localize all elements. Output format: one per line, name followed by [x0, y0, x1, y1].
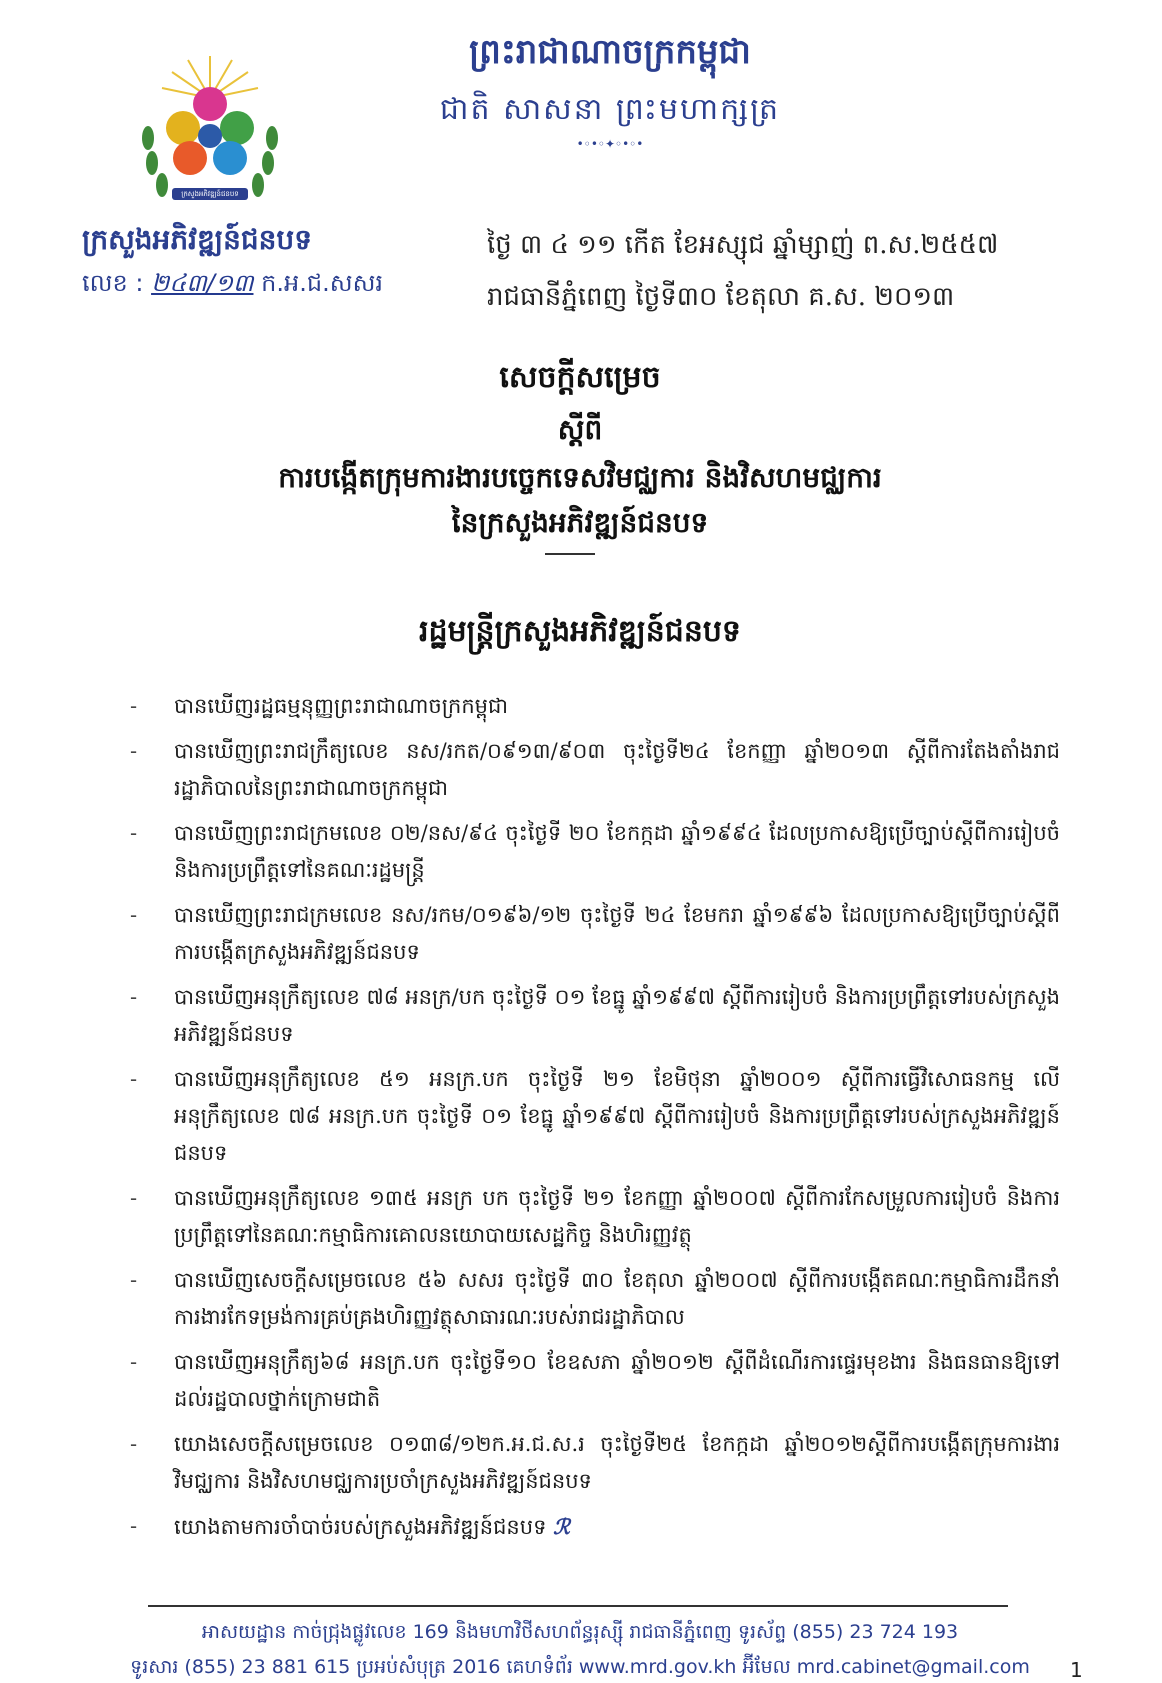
kingdom-heading: ព្រះរាជាណាចក្រកម្ពុជា: [469, 32, 751, 72]
initial-mark: ℛ: [553, 1514, 570, 1539]
ref-number: ២៤៣/១៣: [151, 269, 254, 297]
clause-dash: -: [130, 1268, 138, 1292]
emblem-band-text: ក្រសួងអភិវឌ្ឍន៍ជនបទ: [181, 190, 239, 198]
list-item: - បានឃើញរដ្ឋធម្មនុញ្ញព្រះរាជាណាចក្រកម្ពុជា: [130, 688, 1060, 725]
ministry-name: ក្រសួងអភិវឌ្ឍន៍ជនបទ: [82, 223, 312, 256]
decision-title: សេចក្តីសម្រេច: [499, 360, 661, 395]
list-item: - បានឃើញព្រះរាជក្រមលេខ នស/រកម/០១៩៦/១២ ចុះថ្ងៃទី ២៤ ខែមករា ឆ្នាំ១៩៩៦ ដែលប្រកាសឱ្យប្រើច្បាប់ស្តីពីការបង្កើតក្រសួងអភិវឌ្ឍន៍ជនបទ: [130, 897, 1060, 971]
list-item: - បានឃើញអនុក្រឹត្យលេខ ៥១ អនក្រ.បក ចុះថ្ងៃទី ២១ ខែមិថុនា ឆ្នាំ២០០១ ស្តីពីការធ្វើវិសោធនកម្ម លើអនុក្រឹត្យលេខ ៧៨ អនក្រ.បក ចុះថ្ងៃទី ០១ ខែធ្នូ ឆ្នាំ១៩៩៧ ស្តីពីការរៀបចំ និងការប្រព្រឹត្តទៅរបស់ក្រសួងអភិវឌ្ឍន៍ជនបទ: [130, 1061, 1060, 1172]
footer-contact: ទូរសារ (855) 23 881 615 ប្រអប់សំបុត្រ 2016 គេហទំព័រ www.mrd.gov.kh អ៊ីមែល mrd.cabinet@gmail.com: [130, 1656, 1030, 1678]
clause-dash: -: [130, 1432, 138, 1456]
list-item: - បានឃើញអនុក្រឹត្យលេខ ១៣៥ អនក្រ បក ចុះថ្ងៃទី ២១ ខែកញ្ញា ឆ្នាំ២០០៧ ស្តីពីការកែសម្រួលការរៀបចំ និងការប្រព្រឹត្តទៅនៃគណៈកម្មាធិការគោលនយោបាយសេដ្ឋកិច្ច និងហិរញ្ញវត្ថុ: [130, 1180, 1060, 1254]
footer-divider: [148, 1605, 1008, 1607]
list-item: - បានឃើញសេចក្តីសម្រេចលេខ ៥៦ សសរ ចុះថ្ងៃទី ៣០ ខែតុលា ឆ្នាំ២០០៧ ស្តីពីការបង្កើតគណៈកម្មាធិការដឹកនាំការងារកែទម្រង់ការគ្រប់គ្រងហិរញ្ញវត្ថុសាធារណៈរបស់រាជរដ្ឋាភិបាល: [130, 1262, 1060, 1336]
preamble-clauses: [130, 688, 1060, 1554]
clause-dash: -: [130, 739, 138, 763]
reference-number: [82, 268, 442, 303]
list-item: - បានឃើញអនុក្រឹត្យ៦៨ អនក្រ.បក ចុះថ្ងៃទី១០ ខែឧសភា ឆ្នាំ២០១២ ស្តីពីដំណើរការផ្ទេរមុខងារ និងធនធានឱ្យទៅដល់រដ្ឋបាលថ្នាក់ក្រោមជាតិ: [130, 1344, 1060, 1418]
footer-address: អាសយដ្ឋាន កាច់ជ្រុងផ្លូវលេខ 169 និងមហាវិថីសហព័ន្ធរុស្ស៊ី រាជធានីភ្នំពេញ ទូរស័ព្ទ (855) 23 724 193: [201, 1621, 959, 1643]
national-motto: ជាតិ សាសនា ព្រះមហាក្សត្រ: [439, 92, 781, 127]
ref-label: លេខ :: [82, 269, 144, 297]
clause-dash: -: [130, 1514, 138, 1538]
list-item: - យោងតាមការចាំបាច់របស់ក្រសួងអភិវឌ្ឍន៍ជនបទ ℛ: [130, 1508, 1060, 1546]
decision-subject: ការបង្កើតក្រុមការងារបច្ចេកទេសវិមជ្ឈការ និងវិសហមជ្ឈការ: [278, 461, 882, 494]
clause-dash: -: [130, 694, 138, 718]
list-item: - យោងសេចក្តីសម្រេចលេខ ០១៣៨/១២ក.អ.ជ.ស.រ ចុះថ្ងៃទី២៥ ខែកក្កដា ឆ្នាំ២០១២ស្តីពីការបង្កើតក្រុមការងារវិមជ្ឈការ និងវិសហមជ្ឈការប្រចាំក្រសួងអភិវឌ្ឍន៍ជនបទ: [130, 1426, 1060, 1500]
clause-dash: -: [130, 985, 138, 1009]
clause-dash: -: [130, 821, 138, 845]
minister-heading: រដ្ឋមន្ត្រីក្រសួងអភិវឌ្ឍន៍ជនបទ: [419, 614, 741, 649]
ministry-emblem-icon: [138, 48, 368, 228]
clause-dash: -: [130, 1186, 138, 1210]
list-item: - បានឃើញអនុក្រឹត្យលេខ ៧៨ អនក្រ/បក ចុះថ្ងៃទី ០១ ខែធ្នូ ឆ្នាំ១៩៩៧ ស្តីពីការរៀបចំ និងការប្រព្រឹត្តទៅរបស់ក្រសួងអភិវឌ្ឍន៍ជនបទ: [130, 979, 1060, 1053]
ornament-divider: •◦•◦✦◦•◦•: [576, 137, 644, 151]
solar-date: រាជធានីភ្នំពេញ ថ្ងៃទី៣០ ខែតុលា គ.ស. ២០១៣: [487, 282, 955, 312]
lunar-date: ថ្ងៃ ៣ ៤ ១១ កើត ខែអស្សុជ ឆ្នាំម្សាញ់ ព.ស.២៥៥៧: [487, 230, 999, 260]
decision-subject-label: ស្តីពី: [557, 413, 603, 446]
decision-subject-ministry: នៃក្រសួងអភិវឌ្ឍន៍ជនបទ: [451, 506, 709, 539]
clause-dash: -: [130, 903, 138, 927]
page-number: 1: [1070, 1658, 1083, 1682]
ref-suffix: ក.អ.ជ.សសរ: [261, 269, 384, 297]
list-item: - បានឃើញព្រះរាជក្រមលេខ ០២/នស/៩៤ ចុះថ្ងៃទី ២០ ខែកក្កដា ឆ្នាំ១៩៩៤ ដែលប្រកាសឱ្យប្រើច្បាប់ស្តីពីការរៀបចំ និងការប្រព្រឹត្តទៅនៃគណៈរដ្ឋមន្ត្រី: [130, 815, 1060, 889]
list-item: - បានឃើញព្រះរាជក្រឹត្យលេខ នស/រកត/០៩១៣/៩០៣ ចុះថ្ងៃទី២៤ ខែកញ្ញា ឆ្នាំ២០១៣ ស្តីពីការតែងតាំងរាជរដ្ឋាភិបាលនៃព្រះរាជាណាចក្រកម្ពុជា: [130, 733, 1060, 807]
clause-dash: -: [130, 1067, 138, 1091]
title-divider: [545, 553, 595, 555]
clause-dash: -: [130, 1350, 138, 1374]
